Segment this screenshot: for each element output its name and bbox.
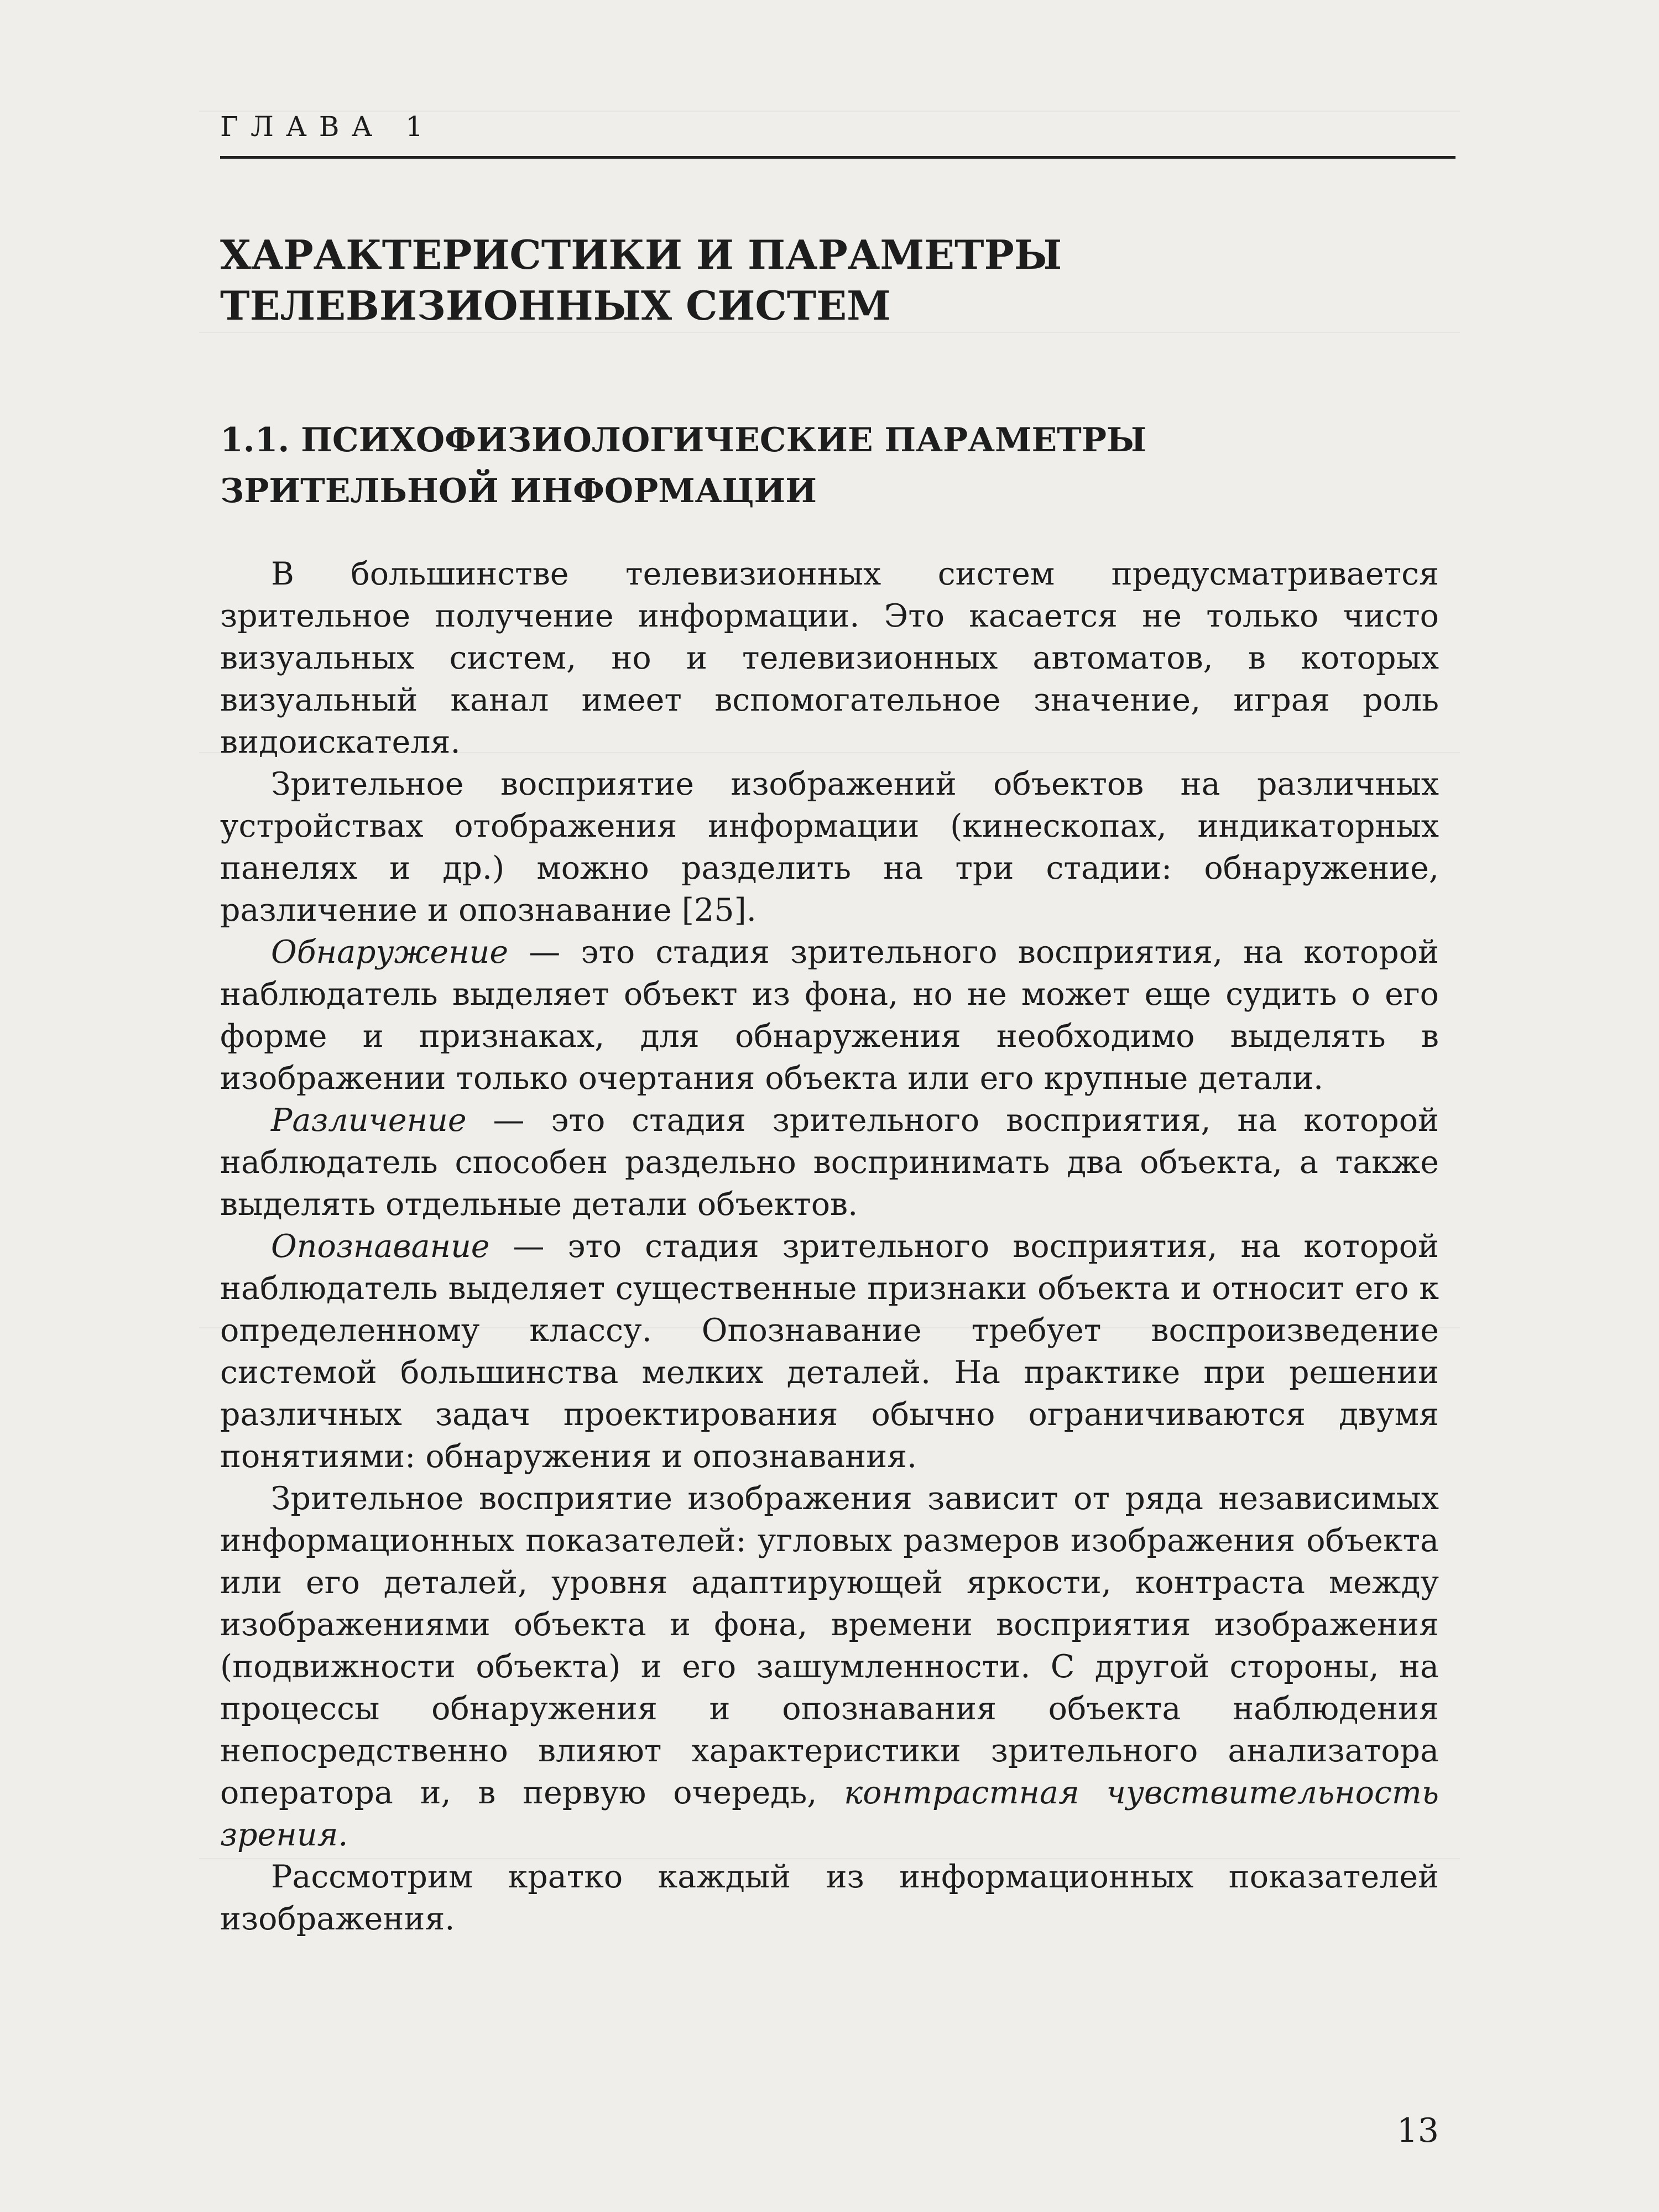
page-number: 13 — [1396, 2111, 1439, 2150]
paragraph-5-text: — это стадия зрительного восприятия, на которой наблюдатель выделяет существенные признаки объекта и относит его к определенному классу. Опознавание требует воспроизведение системой большинства мелких деталей. На практике при решении различных задач проектирования обычно ограничиваются двумя понятиями: обнаружения и опознавания. — [220, 1228, 1439, 1475]
paragraph-6 — [220, 1478, 1439, 1856]
paragraph-3-text: — это стадия зрительного восприятия, на которой наблюдатель выделяет объект из фона, но не может еще судить о его форме и признаках, для обнаружения необходимо выделять в изображении только очертания объекта или его крупные детали. — [220, 934, 1439, 1097]
paragraph-4-text: — это стадия зрительного восприятия, на которой наблюдатель способен раздельно воспринимать два объекта, а также выделять отдельные детали объектов. — [220, 1102, 1439, 1223]
bleed-through-line — [199, 88, 1460, 112]
section-title-line-1: 1.1. ПСИХОФИЗИОЛОГИЧЕСКИЕ ПАРАМЕТРЫ — [220, 421, 1147, 460]
paragraph-2: Зрительное восприятие изображений объектов на различных устройствах отображения информации (кинескопах, индикаторных панелях и др.) можно разделить на три стадии: обнаружение, различение и опознавание [25]. — [220, 766, 1439, 928]
paragraph-7: Рассмотрим кратко каждый из информационных показателей изображения. — [220, 1859, 1439, 1937]
section-title-line-2: ЗРИТЕЛЬНОЙ ИНФОРМАЦИИ — [220, 472, 817, 510]
paragraph-4 — [220, 1099, 1439, 1225]
paragraph-6-text: Зрительное восприятие изображения зависит от ряда независимых информационных показателей: угловых размеров изображения объекта или его деталей, уровня адаптирующей яркости, контраста между изображениями объекта и фона, времени восприятия изображения (подвижности объекта) и его зашумленности. С другой стороны, на процессы обнаружения и опознавания объекта наблюдения непосредственно влияют характеристики зрительного анализатора оператора и, в первую очередь, — [220, 1480, 1439, 1811]
chapter-title — [220, 229, 1437, 331]
term-discrimination: Различение — [271, 1102, 467, 1139]
chapter-title-line-2: ТЕЛЕВИЗИОННЫХ СИСТЕМ — [220, 282, 891, 329]
chapter-label: ГЛАВА 1 — [220, 111, 436, 143]
paragraph-1: В большинстве телевизионных систем предусматривается зрительное получение информации. Это касается не только чисто визуальных систем, но и телевизионных автоматов, в которых визуальный канал имеет вспомогательное значение, играя роль видоискателя. — [220, 556, 1439, 760]
section-title — [220, 415, 1437, 517]
paragraph-5 — [220, 1225, 1439, 1478]
header-rule — [220, 156, 1455, 159]
chapter-title-line-1: ХАРАКТЕРИСТИКИ И ПАРАМЕТРЫ — [220, 231, 1062, 278]
body-text — [220, 553, 1439, 1940]
paragraph-3 — [220, 931, 1439, 1099]
term-detection: Обнаружение — [271, 934, 509, 971]
term-recognition: Опознавание — [271, 1228, 490, 1265]
term-contrast-sensitivity: контрастная чувствительность зрения. — [220, 1775, 1439, 1853]
